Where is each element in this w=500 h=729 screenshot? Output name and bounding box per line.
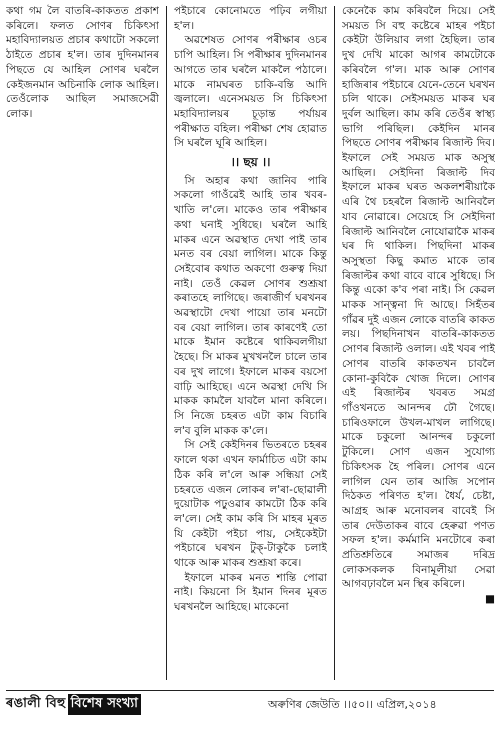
page-footer bbox=[0, 690, 500, 720]
paragraph: কেনেকৈ কাম কৰিবলৈ দিয়ে। সেই সময়ত সি বহু কষ্টেৰে মাহৰ পইচা কেইটা উলিয়াব লগা হৈছিল। তাৰ দুখ দেখি মাকো আগৰ কামটোকে কৰিবলৈ গ'ল। মাক আৰু সোণৰ হাজিৰাৰ পইচাৰে যেনে-তেনে ঘৰখন চলি থাকে। সেইসময়ত মাকৰ ঘৰ দুৰ্বল আছিল। কাম কৰি তেওঁৰ স্বাস্থ্য ভাগি পৰিছিল। কেইদিন মানৰ পিছতে সোণৰ পৰীক্ষাৰ ৰিজাল্ট দিব। ইফালে সেই সময়ত মাক অসুস্থ আছিল। সেইদিনা ৰিজাল্ট দিব ইফালে মাকৰ ঘৰত অকলশৰীয়াকৈ এৰি থৈ চহৰলৈ ৰিজাল্ট আনিবলৈ যাব নোৱাৰে। সেয়েহে সি সেইদিনা ৰিজাল্ট আনিবলৈ নোযোৱাকৈ মাকৰ ঘৰ দি থাকিল। পিছদিনা মাকৰ অসুস্থতা কিছু কমাত মাকে তাৰ ৰিজাল্টৰ কথা বাবে বাৰে সুধিছে। সি কিন্তু একো ক'ব পৰা নাই। সি কেৱল মাকক সান্ত্বনা দি আছে। সিহঁতৰ গাঁৱৰ দুই এজন লোকে বাতৰি কাকত লয়। পিছদিনাখন বাতৰি-কাকতত সোণৰ ৰিজাল্ট ওলাল। এই খবৰ পাই সোণৰ বাতৰি কাকতখন চাবলৈ কোনা-কুবিকৈ খোজ দিলে। সোণৰ এই ৰিজাল্টৰ খবৰত সমগ্ৰ গাঁওখনতে আনন্দৰ ঢৌ গৈছে। চাৰিওফালে উখল-মাখল লাগিছে। মাকে চকুলো আনন্দৰ চকুলো টুকিলে। সোণ এজন সুযোগ্য চিকিৎসক হৈ পৰিল। সোণৰ এনে লাগিল যেন তাৰ আজি সপোন দিঠকত পৰিণত হ'ল। ধৈৰ্য, চেষ্টা, আগ্ৰহ আৰু মনোবলৰ বাবেই সি তাৰ দেউতাকৰ বাবে হেৰুৱা পণত সফল হ'ল। কৰ্মমানি মনটোৰে কৰা প্ৰতিশ্ৰুতিৰে সমাজৰ দৰিদ্ৰ লোকসকলক বিনামূলীয়া সেৱা আগবঢ়াবলৈ মন স্থিৰ কৰিলে। bbox=[342, 5, 495, 591]
publication-info bbox=[268, 696, 437, 715]
logo-text: ৰঙালী বিহু bbox=[6, 696, 66, 711]
paragraph: অৱশেষত সোণৰ পৰীক্ষাৰ ওচৰ চাপি আহিল। সি পৰীক্ষাৰ দুদিনমানৰ আগতে তাৰ ঘৰলৈ মাকলৈ পঠালে। মাকে নামঘৰত চাকি-বন্তি আদি জ্বলালে। এনেসময়ত সি চিকিৎসা মহাবিদ্যালয়ৰ চূড়ান্ত পৰ্যায়ৰ পৰীক্ষাত বহিল। পৰীক্ষা শেষ হোৱাত সি ঘৰলৈ ঘূৰি আহিল। bbox=[174, 34, 327, 150]
issue-date: এপ্ৰিল,২০১৪ bbox=[376, 698, 437, 711]
text-column-3 bbox=[342, 4, 495, 680]
paragraph: সি সেই কেইদিনৰ ভিতৰতে চহৰৰ ফালে থকা এখন ফাৰ্মাচিত এটা কাম ঠিক কৰি ল'লে আৰু সন্ধিয়া সেই চহৰতে এজন লোকৰ ল'ৰা-ছোৱালী দুয়োটাক পঢ়ুওৱাৰ কামটো ঠিক কৰি ল'লে। সেই কাম কৰি সি মাহৰ মূৰত যি কেইটা পইচা পায়, সেইকেইটা পইচাৰে ঘৰখন টুক্-টাকুকৈ চলাই থাকে আৰু মাকৰ শুশ্ৰূষা কৰে। bbox=[174, 439, 327, 570]
column-divider bbox=[166, 6, 167, 680]
magazine-page bbox=[6, 4, 494, 684]
logo-box-text: বিশেষ সংখ্যা bbox=[68, 694, 142, 715]
end-mark: ■ bbox=[484, 593, 495, 606]
text-column-1 bbox=[6, 4, 159, 680]
paragraph: পইচাৰে কোনোমতে পঢ়িব লগীয়া হ'ল। bbox=[174, 5, 327, 32]
paragraph: ইফালে মাকৰ মনত শান্তি পোৱা নাই। কিয়নো সি ইমান দিনৰ মূৰত ঘৰখনলৈ আহিছে। মাকেনো bbox=[174, 571, 327, 614]
section-heading: ।। ছয় ।। bbox=[230, 155, 271, 170]
paragraph: সি অহাৰ কথা জানিব পাৰি সকলো গাওঁৱেই আহি তাৰ খবৰ-খাতি ল'লে। মাকেও তাৰ পৰীক্ষাৰ কথা ঘনাই সুধিছে। ঘৰলৈ আহি মাকৰ এনে অৱস্থাত দেখা পাই তাৰ মনত বৰ বেয়া লাগিল। মাকে কিন্তু সেইবোৰ কথাত অকণো গুৰুত্ব দিয়া নাই। তেওঁ কেৱল সোণৰ শুশ্ৰূষা কৰাতহে লাগিছে। জৰাজীৰ্ণ ঘৰখনৰ অৱস্থাটো দেখা পায়ো তাৰ মনটো বৰ বেয়া লাগিল। তাৰ কাৰণেই তো মাকে ইমান কষ্টেৰে থাকিবলগীয়া হৈছে। সি মাকৰ মুখখনলৈ চালে তাৰ বৰ দুখ লাগে। ইফালে মাকৰ বয়সো বাঢ়ি আহিছে। এনে অৱস্থা দেখি সি মাকক কামলৈ যাবলৈ মানা কৰিলে। সি নিজে চহৰত এটা কাম বিচাৰি ল'ব বুলি মাকক ক'লে। bbox=[174, 174, 327, 437]
text-column-2 bbox=[174, 4, 327, 680]
footer-divider bbox=[6, 690, 494, 691]
issue-logo bbox=[6, 694, 141, 715]
page-number: ।।৫০।। bbox=[343, 698, 374, 711]
column-divider bbox=[334, 6, 335, 680]
paragraph: কথা গম লৈ বাতৰি-কাকতত প্ৰকাশ কৰিলে। ফলত সোণৰ চিকিৎসা মহাবিদ্যালয়ত প্ৰচাৰ কথাটো সকলো ঠাইতে প্ৰচাৰ হ'ল। তাৰ দুদিনমানৰ পিছতে যে আহিল সোণৰ ঘৰলৈ কেইজনমান অচিনাকি লোক আহিল। তেওঁলোক আছিল সমাজসেৱী লোক। bbox=[6, 5, 159, 120]
publication-name: অৰুণিৰ জেউতি bbox=[268, 698, 340, 711]
